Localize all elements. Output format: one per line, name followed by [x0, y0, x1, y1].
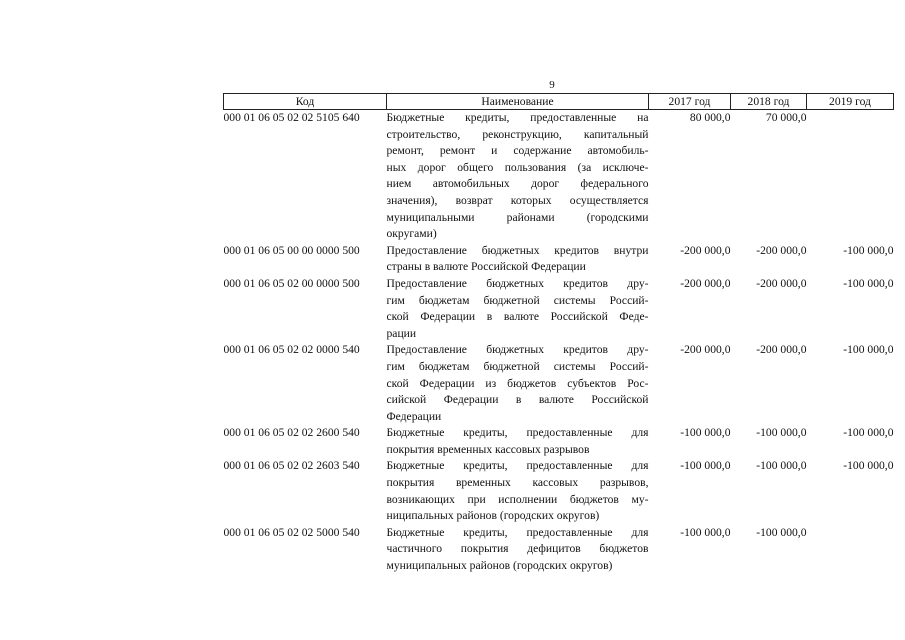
item-name-cell [387, 342, 649, 425]
amount-2018-cell: -100 000,0 [756, 525, 807, 539]
amount-2017-cell: -100 000,0 [680, 426, 731, 440]
item-name-cell [387, 276, 649, 342]
amount-2017-cell: -100 000,0 [680, 525, 731, 539]
page-number: 9 [549, 79, 555, 91]
item-name-line: Федерации [386, 409, 442, 423]
budget-code-cell: 000 01 06 05 02 02 5105 640 [223, 111, 360, 124]
amount-2018-cell: -200 000,0 [756, 243, 807, 257]
amount-2019-cell: -100 000,0 [843, 243, 894, 257]
table-row [224, 425, 894, 458]
item-name-line: ской Федерации в валюте Российской Феде- [386, 310, 649, 324]
table-body [224, 110, 894, 575]
item-name-line: ниципальных районов (городских округов) [386, 509, 600, 523]
item-name-line: страны в валюте Российской Федерации [386, 260, 586, 274]
budget-table [223, 93, 894, 575]
item-name-line: частичного покрытия дефицитов бюджетов [386, 542, 649, 556]
item-name-line: Предоставление бюджетных кредитов дру- [386, 343, 649, 357]
table-row [224, 276, 894, 342]
table-header-row [224, 94, 894, 110]
item-name-line: Бюджетные кредиты, предоставленные для [386, 525, 649, 539]
amount-2017-cell: -200 000,0 [680, 343, 731, 357]
item-name-line: покрытия временных кассовых разрывов [386, 442, 590, 456]
budget-code-cell: 000 01 06 05 02 02 5000 540 [223, 525, 360, 539]
header-2018: 2018 год [731, 94, 807, 110]
budget-code-cell: 000 01 06 05 02 02 2603 540 [223, 459, 360, 473]
amount-2018-cell: -100 000,0 [756, 426, 807, 440]
amount-2017-cell: -200 000,0 [680, 276, 731, 290]
amount-2018-cell: -200 000,0 [756, 343, 807, 357]
item-name-line: муниципальных районов (городских округов) [386, 559, 613, 573]
item-name-cell [387, 425, 649, 458]
item-name-line: строительство, реконструкцию, капитальный [386, 127, 649, 141]
item-name-line: гим бюджетам бюджетной системы Россий- [386, 359, 649, 373]
item-name-line: ской Федерации из бюджетов субъектов Рос- [386, 376, 649, 390]
item-name-line: Бюджетные кредиты, предоставленные для [386, 426, 649, 440]
item-name-line: округами) [386, 227, 437, 241]
amount-2018-cell: -200 000,0 [756, 276, 807, 290]
budget-code-cell: 000 01 06 05 02 00 0000 500 [223, 276, 360, 290]
table-row [224, 458, 894, 524]
item-name-line: Бюджетные кредиты, предоставленные на [386, 111, 649, 124]
item-name-cell [387, 458, 649, 524]
item-name-line: сийской Федерации в валюте Российской [386, 393, 649, 407]
header-2017: 2017 год [649, 94, 731, 110]
table-row [224, 342, 894, 425]
amount-2017-cell: -100 000,0 [680, 459, 731, 473]
table-row [224, 110, 894, 243]
header-2019: 2019 год [807, 94, 894, 110]
item-name-line: ремонт, ремонт и содержание автомобиль- [386, 144, 649, 158]
amount-2019-cell [807, 525, 894, 575]
item-name-line: покрытия временных кассовых разрывов, [386, 476, 649, 490]
table-row [224, 525, 894, 575]
amount-2017-cell: -200 000,0 [680, 243, 731, 257]
item-name-line: Бюджетные кредиты, предоставленные для [386, 459, 649, 473]
item-name-line: Предоставление бюджетных кредитов дру- [386, 276, 649, 290]
item-name-line: муниципальными районами (городскими [386, 210, 649, 224]
item-name-line: Предоставление бюджетных кредитов внутри [386, 243, 649, 257]
budget-code-cell: 000 01 06 05 00 00 0000 500 [223, 243, 360, 257]
item-name-cell [387, 110, 649, 243]
item-name-cell [387, 243, 649, 276]
amount-2018-cell: -100 000,0 [756, 459, 807, 473]
table-row [224, 243, 894, 276]
item-name-line: возникающих при исполнении бюджетов му- [386, 492, 649, 506]
header-name: Наименование [387, 94, 649, 110]
budget-code-cell: 000 01 06 05 02 02 2600 540 [223, 426, 360, 440]
amount-2019-cell [807, 110, 894, 243]
amount-2018-cell: 70 000,0 [765, 111, 807, 124]
item-name-line: нием автомобильных дорог федерального [386, 177, 649, 191]
item-name-line: ных дорог общего пользования (за исключе- [386, 160, 649, 174]
amount-2019-cell: -100 000,0 [843, 276, 894, 290]
header-code: Код [224, 94, 387, 110]
item-name-line: гим бюджетам бюджетной системы Россий- [386, 293, 649, 307]
amount-2017-cell: 80 000,0 [689, 111, 731, 124]
item-name-line: рации [386, 326, 417, 340]
amount-2019-cell: -100 000,0 [843, 426, 894, 440]
budget-code-cell: 000 01 06 05 02 02 0000 540 [223, 343, 360, 357]
item-name-cell [387, 525, 649, 575]
item-name-line: значения), возврат которых осуществляется [386, 193, 649, 207]
amount-2019-cell: -100 000,0 [843, 343, 894, 357]
amount-2019-cell: -100 000,0 [843, 459, 894, 473]
